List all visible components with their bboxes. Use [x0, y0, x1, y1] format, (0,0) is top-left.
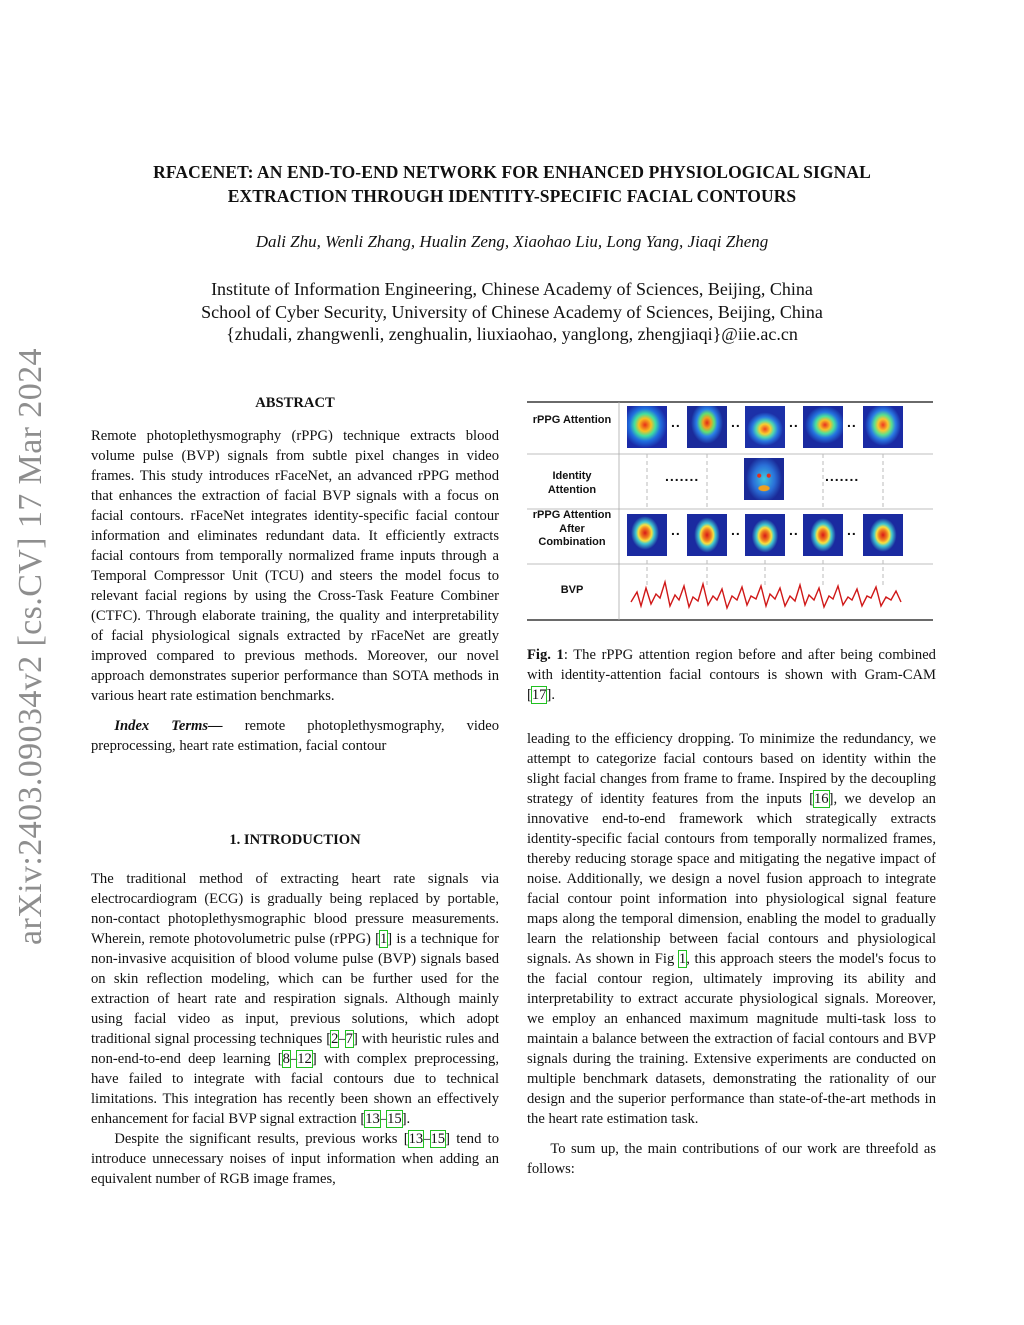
intro-paragraph-4: To sum up, the main contributions of our work are threefold as follows: — [527, 1141, 936, 1177]
figure-link[interactable]: 1 — [678, 951, 687, 967]
rppg-attention-heatmap — [803, 406, 843, 448]
abstract-section — [91, 393, 499, 756]
figure-1-caption: Fig. 1: The rPPG attention region before and after being combined with identity-attention facial contours is shown with Gram-CAM [17]. — [527, 647, 936, 703]
title-line-2: EXTRACTION THROUGH IDENTITY-SPECIFIC FACIAL CONTOURS — [227, 186, 797, 206]
row-label-identity-attention: Identity Attention — [547, 470, 597, 496]
author-list: Dali Zhu, Wenli Zhang, Hualin Zeng, Xiaohao Liu, Long Yang, Jiaqi Zheng — [255, 232, 769, 251]
caption-label: Fig. 1 — [527, 647, 564, 663]
citation-link[interactable]: 2 — [331, 1031, 339, 1047]
citation-link[interactable]: 13 — [365, 1111, 380, 1127]
combined-attention-heatmap — [687, 514, 727, 556]
intro-paragraph-3: leading to the efficiency dropping. To minimize the redundancy, we attempt to categorize facial contours based on identity within the slight facial changes from frame to frame. Inspired by the decoupling strategy of identity features from the inputs [16], we develop an innovative end-to-end framework which strategically extracts identity-specific facial contours from temporally normalized frames, thereby reducing storage space and mitigating the negative impact of noise. Additionally, we design a novel fusion approach to integrate facial contour point information into physiological signal feature maps along the temporal dimension, enabling the model to gradually learn the relationship between facial contours and physiological signals. As shown in Fig 1, this approach steers the model's focus to the facial contour region, ultimately improving its ability and interpretability to extract accurate physiological signals. Moreover, we employ an enhanced maximum magnitude multi-task loss to maintain a balance between the extraction of facial contours and BVP signals during the training. Extensive experiments are conducted on multiple benchmark datasets, demonstrating the rationality of our design and the superior performance than state-of-the-art methods in the heart rate estimation task. — [527, 731, 936, 1127]
citation-link[interactable]: 7 — [345, 1031, 353, 1047]
title-line-1: RFACENET: AN END-TO-END NETWORK FOR ENHANCED PHYSIOLOGICAL SIGNAL — [153, 162, 871, 182]
citation-link[interactable]: 8 — [282, 1051, 290, 1067]
rppg-attention-heatmap — [627, 406, 667, 448]
arxiv-identifier[interactable]: arXiv:2403.09034v2 [cs.CV] 17 Mar 2024 — [12, 348, 49, 945]
rppg-attention-heatmap — [687, 406, 727, 448]
intro-continued — [527, 729, 936, 1179]
bvp-waveform — [631, 582, 901, 608]
figure-1: rPPG Attention Identity Attention rPPG Attention After Combination BVP .. .. .. .. ....... ....... .. .. .. .. — [527, 392, 937, 628]
citation-link[interactable]: 15 — [387, 1111, 402, 1127]
citation-link[interactable]: 16 — [813, 791, 829, 807]
rppg-attention-heatmap — [745, 406, 785, 448]
intro-paragraph-2: Despite the significant results, previous works [13–15] tend to introduce unnecessary noises of input information when adding an equivalent number of RGB image frames, — [91, 1131, 499, 1187]
citation-link[interactable]: 13 — [408, 1131, 424, 1147]
paper-title — [80, 160, 944, 208]
index-terms — [91, 716, 499, 756]
introduction-section — [91, 830, 499, 1189]
rppg-attention-heatmap — [863, 406, 903, 448]
row-label-bvp: BVP — [560, 584, 584, 596]
author-emails: {zhudali, zhangwenli, zenghualin, liuxiaohao, yanglong, zhengjiaqi}@iie.ac.cn — [226, 324, 798, 344]
citation-link[interactable]: 17 — [531, 687, 547, 703]
row-label-rppg-attention: rPPG Attention — [532, 414, 612, 426]
combined-attention-heatmap — [745, 514, 785, 556]
abstract-heading: ABSTRACT — [255, 395, 335, 411]
introduction-heading: 1. INTRODUCTION — [229, 832, 361, 848]
affiliation-1: Institute of Information Engineering, Chinese Academy of Sciences, Beijing, China — [211, 279, 813, 299]
affiliation-2: School of Cyber Security, University of Chinese Academy of Sciences, Beijing, China — [201, 301, 823, 322]
index-terms-label: Index Terms— — [114, 718, 223, 734]
identity-attention-heatmap — [744, 458, 784, 500]
citation-link[interactable]: 12 — [297, 1051, 312, 1067]
abstract-text: Remote photoplethysmography (rPPG) technique extracts blood volume pulse (BVP) signals from subtle pixel changes in video frames. This study introduces rFaceNet, an advanced rPPG method that enhances the extraction of facial BVP signals with a focus on facial contours. rFaceNet integrates identity-specific facial contour information and eliminates redundant data. It efficiently extracts facial contours from temporally normalized frame inputs through a Temporal Compressor Unit (TCU) and steers the model focus to relevant facial regions by using the Cross-Task Feature Combiner (CTFC). Through elaborate training, the quality and interpretability of facial physiological signals extracted by rFaceNet are greatly improved compared to previous methods. Moreover, our novel approach demonstrates superior performance than SOTA methods in various heart rate estimation benchmarks. — [91, 428, 499, 704]
combined-attention-heatmap — [627, 514, 667, 556]
citation-link[interactable]: 1 — [380, 931, 388, 947]
row-label-rppg-after-combination: rPPG Attention After Combination — [532, 509, 612, 548]
affiliations — [80, 278, 944, 346]
combined-attention-heatmap — [803, 514, 843, 556]
intro-paragraph-1: The traditional method of extracting heart rate signals via electrocardiogram (ECG) is gradually being replaced by portable, non-contact photoplethysmographic blood pressure measurements. Wherein, remote photovolumetric pulse (rPPG) [1] is a technique for non-invasive acquisition of blood volume pulse (BVP) signals based on skin reflection modeling, which can be further used for the extraction of heart rate and respiration signals. Although mainly using facial video as input, previous solutions, which adopt traditional signal processing techniques [2–7] with heuristic rules and non-end-to-end deep learning [8–12] with complex preprocessing, have failed to integrate with facial contours due to technical limitations. This integration has recently been shown an effectively enhancement for facial BVP signal extraction [13–15]. — [91, 871, 499, 1127]
index-terms-text: remote photoplethysmography, video preprocessing, heart rate estimation, facial contour — [91, 718, 499, 754]
combined-attention-heatmap — [863, 514, 903, 556]
citation-link[interactable]: 15 — [430, 1131, 446, 1147]
